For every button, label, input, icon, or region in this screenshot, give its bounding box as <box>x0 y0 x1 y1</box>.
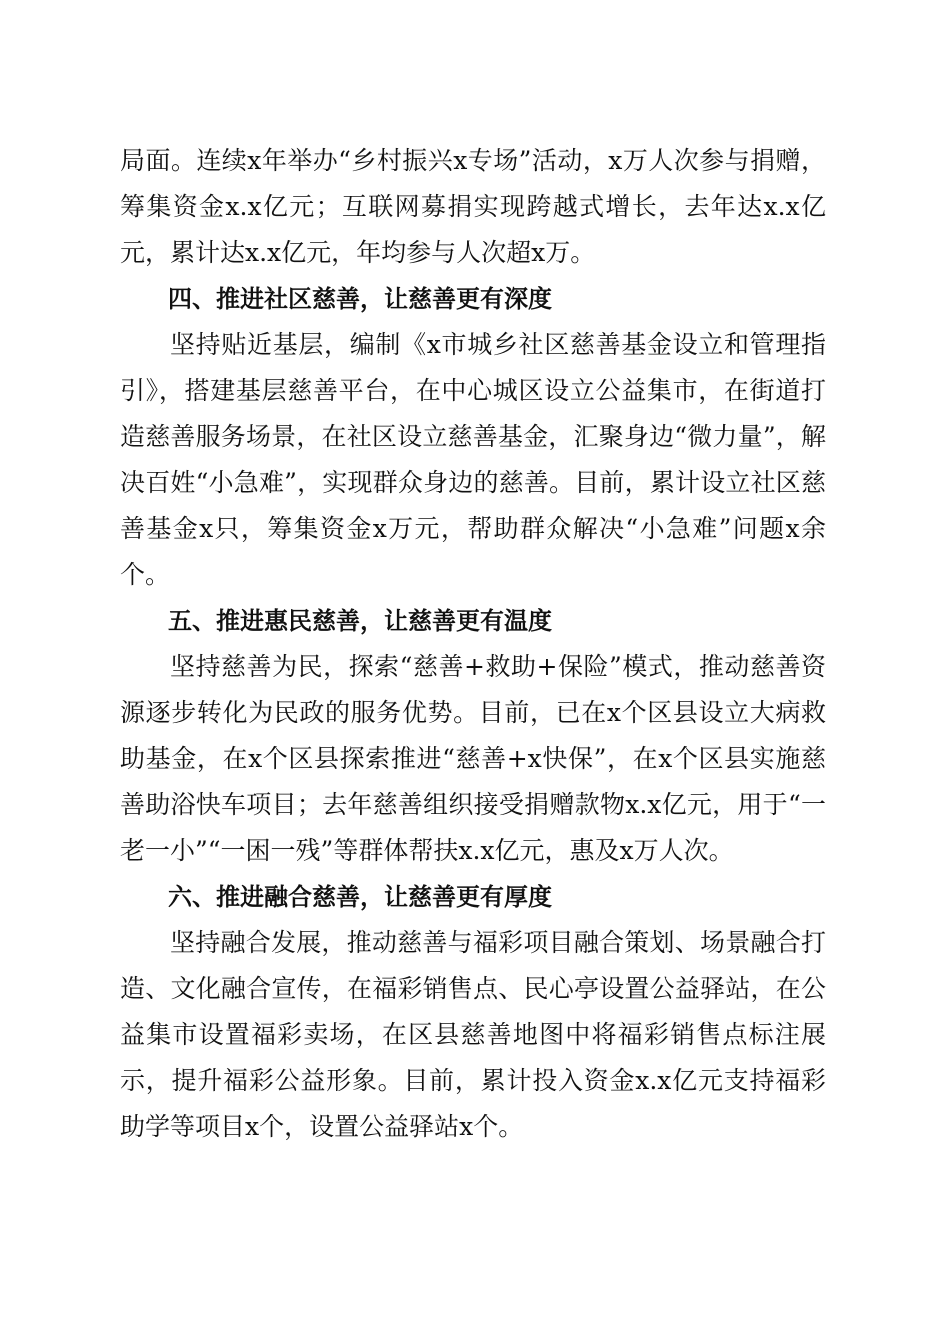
section-paragraph-5: 坚持慈善为民，探索“慈善+救助+保险”模式，推动慈善资源逐步转化为民政的服务优势。目前，已在x个区县设立大病救助基金，在x个区县探索推进“慈善+x快保”，在x个区县实施慈善助浴快车项目；去年慈善组织接受捐赠款物x.x亿元，用于“一老一小”“一困一残”等群体帮扶x.x亿元，惠及x万人次。 <box>120 652 826 865</box>
continued-paragraph: 局面。连续x年举办“乡村振兴x专场”活动，x万人次参与捐赠，筹集资金x.x亿元；互联网募捐实现跨越式增长，去年达x.x亿元，累计达x.x亿元，年均参与人次超x万。 <box>120 146 826 267</box>
section-paragraph-6: 坚持融合发展，推动慈善与福彩项目融合策划、场景融合打造、文化融合宣传，在福彩销售点、民心亭设置公益驿站，在公益集市设置福彩卖场，在区县慈善地图中将福彩销售点标注展示，提升福彩公益形象。目前，累计投入资金x.x亿元支持福彩助学等项目x个，设置公益驿站x个。 <box>120 928 826 1141</box>
section-heading-4: 四、推进社区慈善，让慈善更有深度 <box>168 285 552 313</box>
document-body <box>120 138 826 1150</box>
section-heading-5: 五、推进惠民慈善，让慈善更有温度 <box>168 607 552 635</box>
section-heading-6: 六、推进融合慈善，让慈善更有厚度 <box>168 883 552 911</box>
section-paragraph-4: 坚持贴近基层，编制《x市城乡社区慈善基金设立和管理指引》，搭建基层慈善平台，在中心城区设立公益集市，在街道打造慈善服务场景，在社区设立慈善基金，汇聚身边“微力量”，解决百姓“小急难”，实现群众身边的慈善。目前，累计设立社区慈善基金x只，筹集资金x万元，帮助群众解决“小急难”问题x余个。 <box>120 330 826 589</box>
